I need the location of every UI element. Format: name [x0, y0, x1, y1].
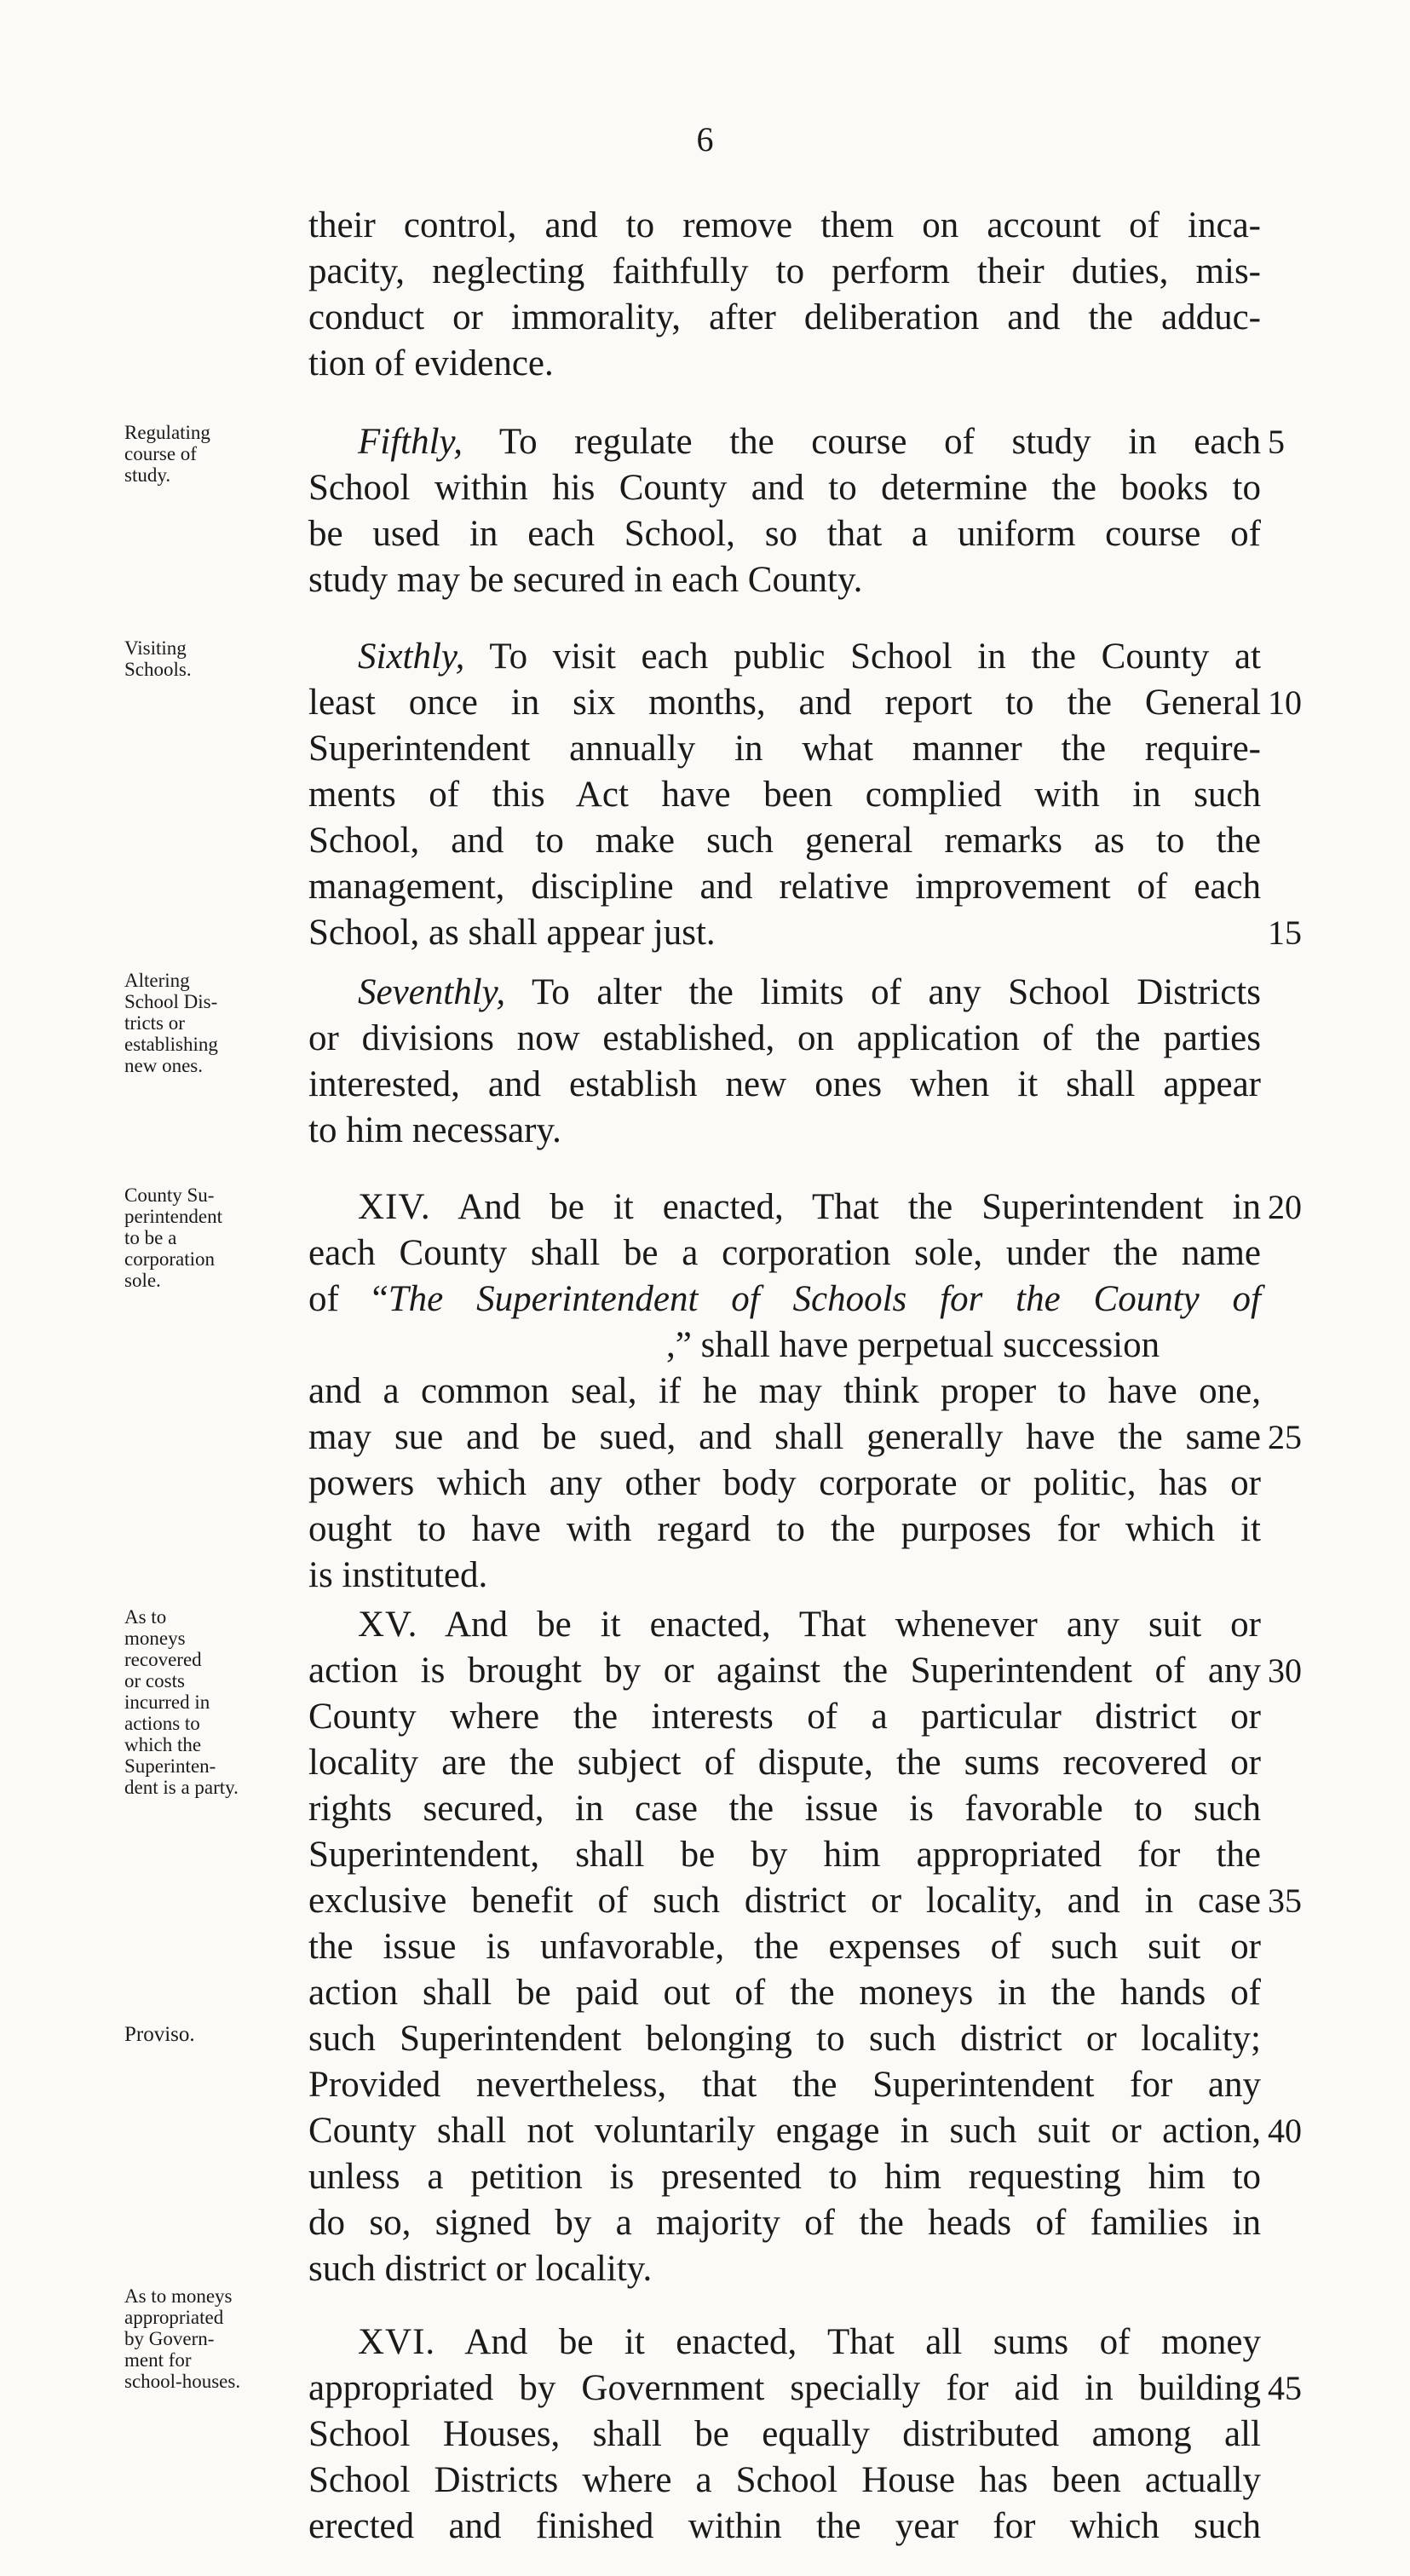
text-span: And be it enacted, That whenever any suit or	[445, 1605, 1261, 1645]
line-number: 45	[1268, 2369, 1302, 2407]
text-line: may sue and be sued, and shall generally have the same	[308, 1417, 1261, 1457]
text-line: rights secured, in case the issue is favorable to such	[308, 1789, 1261, 1829]
line-number: 40	[1268, 2112, 1302, 2150]
line-number: 5	[1268, 423, 1285, 461]
text-span: And be it enacted, That the Superintendent in	[458, 1187, 1261, 1227]
text-line: erected and finished within the year for which such	[308, 2506, 1261, 2546]
text-line: interested, and establish new ones when it shall appear	[308, 1064, 1261, 1104]
text-line	[308, 1184, 1261, 1230]
text-line: such district or locality.	[308, 2249, 653, 2289]
line-number: 25	[1268, 1418, 1302, 1456]
text-line: School Houses, shall be equally distributed among all	[308, 2414, 1261, 2454]
text-line: Superintendent annually in what manner the require-	[308, 729, 1261, 769]
text-line: to him necessary.	[308, 1110, 561, 1150]
page-number: 6	[696, 120, 714, 158]
section-number: XV.	[358, 1605, 418, 1645]
text-line: least once in six months, and report to the General	[308, 683, 1261, 723]
text-line: appropriated by Government specially for aid in building	[308, 2368, 1261, 2408]
text-line: be used in each School, so that a uniform course of	[308, 514, 1261, 554]
text-line: the issue is unfavorable, the expenses of such suit or	[308, 1927, 1261, 1967]
text-line: School Districts where a School House has been actually	[308, 2460, 1261, 2500]
text-line: School, as shall appear just.	[308, 913, 716, 953]
item-heading: Sixthly,	[358, 637, 465, 677]
text-line: County where the interests of a particular district or	[308, 1697, 1261, 1737]
text-line: and a common seal, if he may think proper to have one,	[308, 1371, 1261, 1411]
text-line: management, discipline and relative improvement of each	[308, 867, 1261, 907]
text-line: their control, and to remove them on account of inca-	[308, 205, 1261, 245]
line-number: 15	[1268, 913, 1302, 952]
text-line: Superintendent, shall be by him appropriated for the	[308, 1835, 1261, 1875]
item-heading: Seventhly,	[358, 972, 506, 1012]
line-number: 30	[1268, 1651, 1302, 1690]
section-number: XVI.	[358, 2322, 436, 2362]
text-span: To visit each public School in the County at	[489, 637, 1261, 677]
text-line: pacity, neglecting faithfully to perform their duties, mis-	[308, 251, 1261, 291]
margin-note-county-superintendent: County Su- perintendent to be a corporation sole.	[124, 1184, 222, 1291]
text-line: ments of this Act have been complied with in such	[308, 775, 1261, 815]
margin-note-moneys-recovered: As to moneys recovered or costs incurred in actions to which the Superinten- dent is a party.	[124, 1606, 239, 1798]
text-line: conduct or immorality, after deliberation and the adduc-	[308, 297, 1261, 337]
text-line	[308, 1602, 1261, 1648]
text-line: unless a petition is presented to him requesting him to	[308, 2157, 1261, 2197]
text-line: ,” shall have perpetual succession	[666, 1325, 1160, 1365]
text-line: exclusive benefit of such district or locality, and in case	[308, 1881, 1261, 1921]
text-line	[308, 1276, 1261, 1323]
text-line: action is brought by or against the Superintendent of any	[308, 1651, 1261, 1691]
text-span: of “	[308, 1279, 388, 1319]
margin-note-regulating-course: Regulating course of study.	[124, 422, 210, 486]
margin-note-visiting-schools: Visiting Schools.	[124, 637, 192, 680]
line-number: 10	[1268, 683, 1302, 722]
text-line: study may be secured in each County.	[308, 560, 863, 600]
margin-note-school-houses: As to moneys appropriated by Govern- ment for school-houses.	[124, 2285, 241, 2392]
text-line: do so, signed by a majority of the heads of families in	[308, 2203, 1261, 2243]
text-line: School within his County and to determine the books to	[308, 468, 1261, 508]
text-line: ought to have with regard to the purposes for which it	[308, 1509, 1261, 1549]
line-number: 35	[1268, 1882, 1302, 1920]
text-line: locality are the subject of dispute, the sums recovered or	[308, 1743, 1261, 1783]
text-line	[308, 970, 1261, 1016]
text-line	[308, 2320, 1261, 2366]
text-line: or divisions now established, on application of the parties	[308, 1018, 1261, 1058]
section-number: XIV.	[358, 1187, 431, 1227]
text-line: School, and to make such general remarks as to the	[308, 821, 1261, 861]
corporate-name: The Superintendent of Schools for the County of	[388, 1279, 1262, 1319]
text-span: To alter the limits of any School Districts	[531, 972, 1261, 1012]
margin-note-proviso: Proviso.	[124, 2023, 195, 2046]
text-line: is instituted.	[308, 1555, 488, 1595]
text-span: And be it enacted, That all sums of money	[464, 2322, 1261, 2362]
line-number: 20	[1268, 1188, 1302, 1226]
text-line: such Superintendent belonging to such district or locality;	[308, 2019, 1261, 2059]
text-line: County shall not voluntarily engage in such suit or action,	[308, 2111, 1261, 2151]
margin-note-altering-districts: Altering School Dis- tricts or establishing new ones.	[124, 970, 218, 1076]
text-line: each County shall be a corporation sole, under the name	[308, 1233, 1261, 1273]
text-span: To regulate the course of study in each	[498, 422, 1261, 462]
text-line: action shall be paid out of the moneys in the hands of	[308, 1973, 1261, 2013]
text-line	[308, 634, 1261, 680]
item-heading: Fifthly,	[358, 422, 463, 462]
text-line: powers which any other body corporate or politic, has or	[308, 1463, 1261, 1503]
text-line: tion of evidence.	[308, 343, 554, 383]
text-line	[308, 419, 1261, 465]
text-line: Provided nevertheless, that the Superintendent for any	[308, 2065, 1261, 2105]
